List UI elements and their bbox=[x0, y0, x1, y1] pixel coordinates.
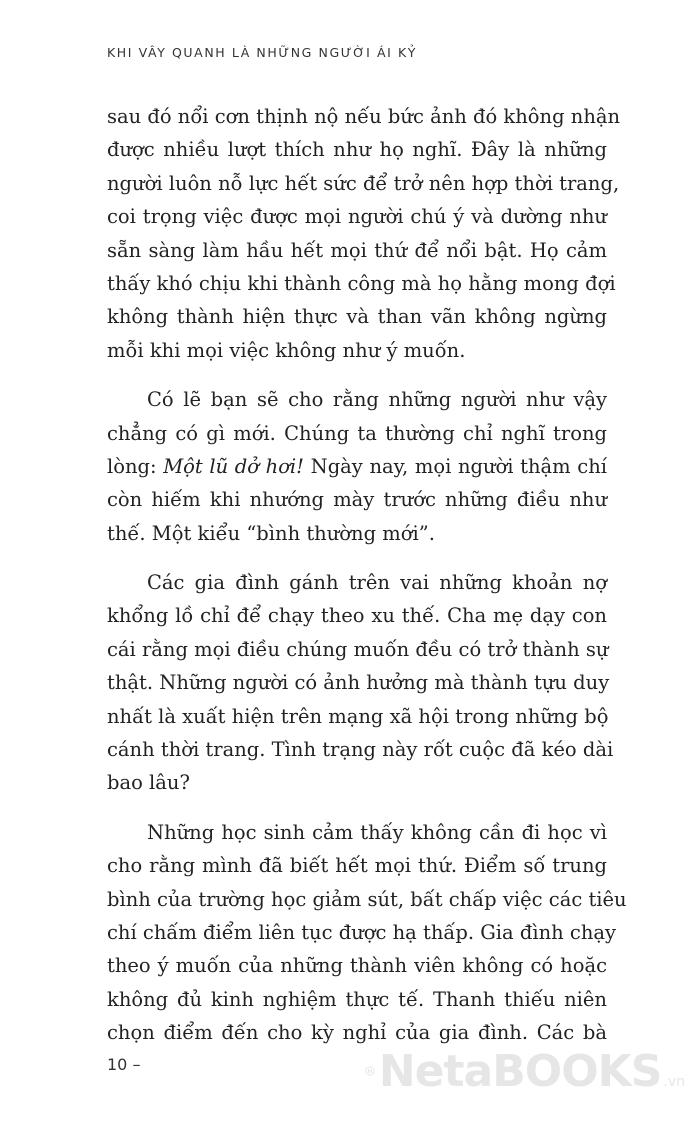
text-line: không đủ kinh nghiệm thực tế. Thanh thiếu niên bbox=[107, 987, 607, 1011]
text-line: bao lâu? bbox=[107, 771, 190, 795]
paragraph-3 bbox=[107, 566, 614, 800]
text-line: thấy khó chịu khi thành công mà họ hằng mong đợi bbox=[107, 271, 616, 295]
text-line: cho rằng mình đã biết hết mọi thứ. Điểm số trung bbox=[107, 854, 607, 878]
page-body bbox=[107, 100, 627, 1066]
paragraph-2 bbox=[107, 383, 607, 550]
text-line: còn hiếm khi nhướng mày trước những điều như bbox=[107, 488, 607, 512]
text-line: cánh thời trang. Tình trạng này rốt cuộc đã kéo dài bbox=[107, 738, 614, 762]
text-line-with-italic bbox=[107, 450, 607, 483]
page-number: 10 – bbox=[107, 1055, 141, 1074]
text-line: cái rằng mọi điều chúng muốn đều có trở thành sự bbox=[107, 637, 609, 661]
text-line: nhất là xuất hiện trên mạng xã hội trong những bộ bbox=[107, 704, 609, 728]
text-line: sau đó nổi cơn thịnh nộ nếu bức ảnh đó không nhận bbox=[107, 105, 621, 128]
text-line: người luôn nỗ lực hết sức để trở nên hợp thời trang, bbox=[107, 171, 620, 195]
text-line: theo ý muốn của những thành viên không có hoặc bbox=[107, 954, 607, 978]
text-line: được nhiều lượt thích như họ nghĩ. Đây là những bbox=[107, 138, 607, 162]
watermark-brand: NetaBOOKS bbox=[378, 1045, 662, 1097]
text-line: khổng lồ chỉ để chạy theo xu thế. Cha mẹ dạy con bbox=[107, 604, 607, 628]
text-line: Những học sinh cảm thấy không cần đi học vì bbox=[147, 820, 607, 844]
running-header: KHI VÂY QUANH LÀ NHỮNG NGƯỜI ÁI KỶ bbox=[107, 45, 417, 60]
text-line: sẵn sàng làm hầu hết mọi thứ để nổi bật. Họ cảm bbox=[107, 238, 607, 262]
italic-phrase: Một lũ dở hơi! bbox=[163, 454, 305, 478]
text-line: Có lẽ bạn sẽ cho rằng những người như vậy bbox=[147, 388, 607, 412]
text-line: Các gia đình gánh trên vai những khoản nợ bbox=[147, 571, 607, 595]
text-line: mỗi khi mọi việc không như ý muốn. bbox=[107, 338, 466, 362]
text-line: chẳng có gì mới. Chúng ta thường chỉ nghĩ trong bbox=[107, 421, 607, 445]
watermark-tld: .vn bbox=[663, 1074, 685, 1090]
paragraph-4 bbox=[107, 816, 627, 1050]
paragraph-1 bbox=[107, 100, 621, 367]
text-line: thật. Những người có ảnh hưởng mà thành tựu duy bbox=[107, 671, 610, 695]
text-line: chọn điểm đến cho kỳ nghỉ của gia đình. Các bà bbox=[107, 1021, 607, 1045]
text-line: không thành hiện thực và than vãn không ngừng bbox=[107, 305, 607, 329]
watermark bbox=[365, 1038, 685, 1104]
netabooks-hexagon-logo-icon bbox=[365, 1042, 375, 1100]
text-line: bình của trường học giảm sút, bất chấp việc các tiêu bbox=[107, 887, 627, 911]
text-line: chí chấm điểm liên tục được hạ thấp. Gia đình chạy bbox=[107, 920, 617, 944]
text-line: coi trọng việc được mọi người chú ý và dường như bbox=[107, 205, 607, 229]
text-line: thế. Một kiểu “bình thường mới”. bbox=[107, 521, 435, 545]
text-segment: lòng: bbox=[107, 454, 164, 478]
text-segment: Ngày nay, mọi người thậm chí bbox=[304, 454, 607, 478]
